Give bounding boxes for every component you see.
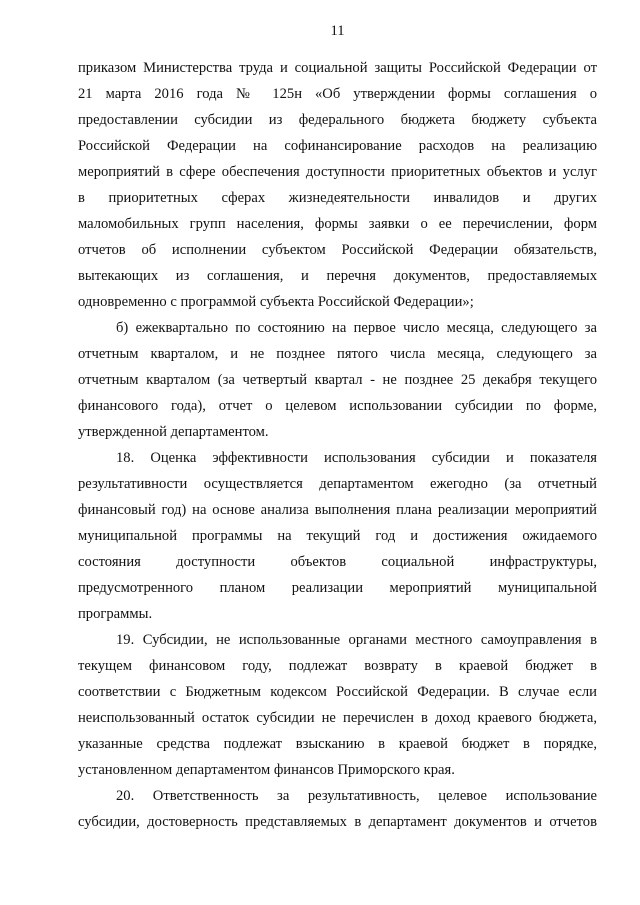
text-line: финансовый год) на основе анализа выполнения плана реализации мероприятий <box>78 502 597 518</box>
text-line: состояния доступности объектов социальной инфраструктуры, <box>78 554 597 570</box>
paragraph-19 <box>78 627 597 783</box>
paragraph-item-b <box>78 315 597 445</box>
text-line: утвержденной департаментом. <box>78 424 269 440</box>
text-line: 19. Субсидии, не использованные органами местного самоуправления в <box>116 632 597 648</box>
text-line: программы. <box>78 606 153 622</box>
text-line: субсидии, достоверность представляемых в департамент документов и отчетов <box>78 814 597 830</box>
text-line: 20. Ответственность за результативность, целевое использование <box>116 788 597 804</box>
text-line: муниципальной программы на текущий год и достижения ожидаемого <box>78 528 597 544</box>
paragraph-continued <box>78 55 597 315</box>
text-line: установленном департаментом финансов Приморского края. <box>78 762 455 778</box>
text-line: результативности осуществляется департаментом ежегодно (за отчетный <box>78 476 597 492</box>
text-line: приказом Министерства труда и социальной защиты Российской Федерации от <box>78 60 597 76</box>
text-line: 21 марта 2016 года № 125н «Об утверждении формы соглашения о <box>78 86 597 102</box>
document-body <box>78 55 597 835</box>
text-line: указанные средства подлежат взысканию в краевой бюджет в порядке, <box>78 736 597 752</box>
text-line: предоставлении субсидии из федерального бюджета бюджету субъекта <box>78 112 597 128</box>
paragraph-18 <box>78 445 597 627</box>
text-line: вытекающих из соглашения, и перечня документов, предоставляемых <box>78 268 597 284</box>
text-line: мероприятий в сфере обеспечения доступности приоритетных объектов и услуг <box>78 164 597 180</box>
text-line: текущем финансовом году, подлежат возврату в краевой бюджет в <box>78 658 597 674</box>
text-line: неиспользованный остаток субсидии не перечислен в доход краевого бюджета, <box>78 710 597 726</box>
page-number: 11 <box>330 23 345 39</box>
text-line: 18. Оценка эффективности использования субсидии и показателя <box>116 450 597 466</box>
text-line: маломобильных групп населения, формы заявки о ее перечислении, форм <box>78 216 597 232</box>
text-line: отчетным кварталом (за четвертый квартал - не позднее 25 декабря текущего <box>78 372 597 388</box>
text-line: в приоритетных сферах жизнедеятельности инвалидов и других <box>78 190 597 206</box>
text-line: отчетным кварталом, и не позднее пятого числа месяца, следующего за <box>78 346 597 362</box>
text-line: б) ежеквартально по состоянию на первое число месяца, следующего за <box>116 320 597 336</box>
text-line: отчетов об исполнении субъектом Российской Федерации обязательств, <box>78 242 597 258</box>
text-line: соответствии с Бюджетным кодексом Российской Федерации. В случае если <box>78 684 597 700</box>
text-line: Российской Федерации на софинансирование расходов на реализацию <box>78 138 597 154</box>
paragraph-20 <box>78 783 597 835</box>
text-line: одновременно с программой субъекта Российской Федерации»; <box>78 294 474 310</box>
text-line: финансового года), отчет о целевом использовании субсидии по форме, <box>78 398 597 414</box>
text-line: предусмотренного планом реализации мероприятий муниципальной <box>78 580 597 596</box>
